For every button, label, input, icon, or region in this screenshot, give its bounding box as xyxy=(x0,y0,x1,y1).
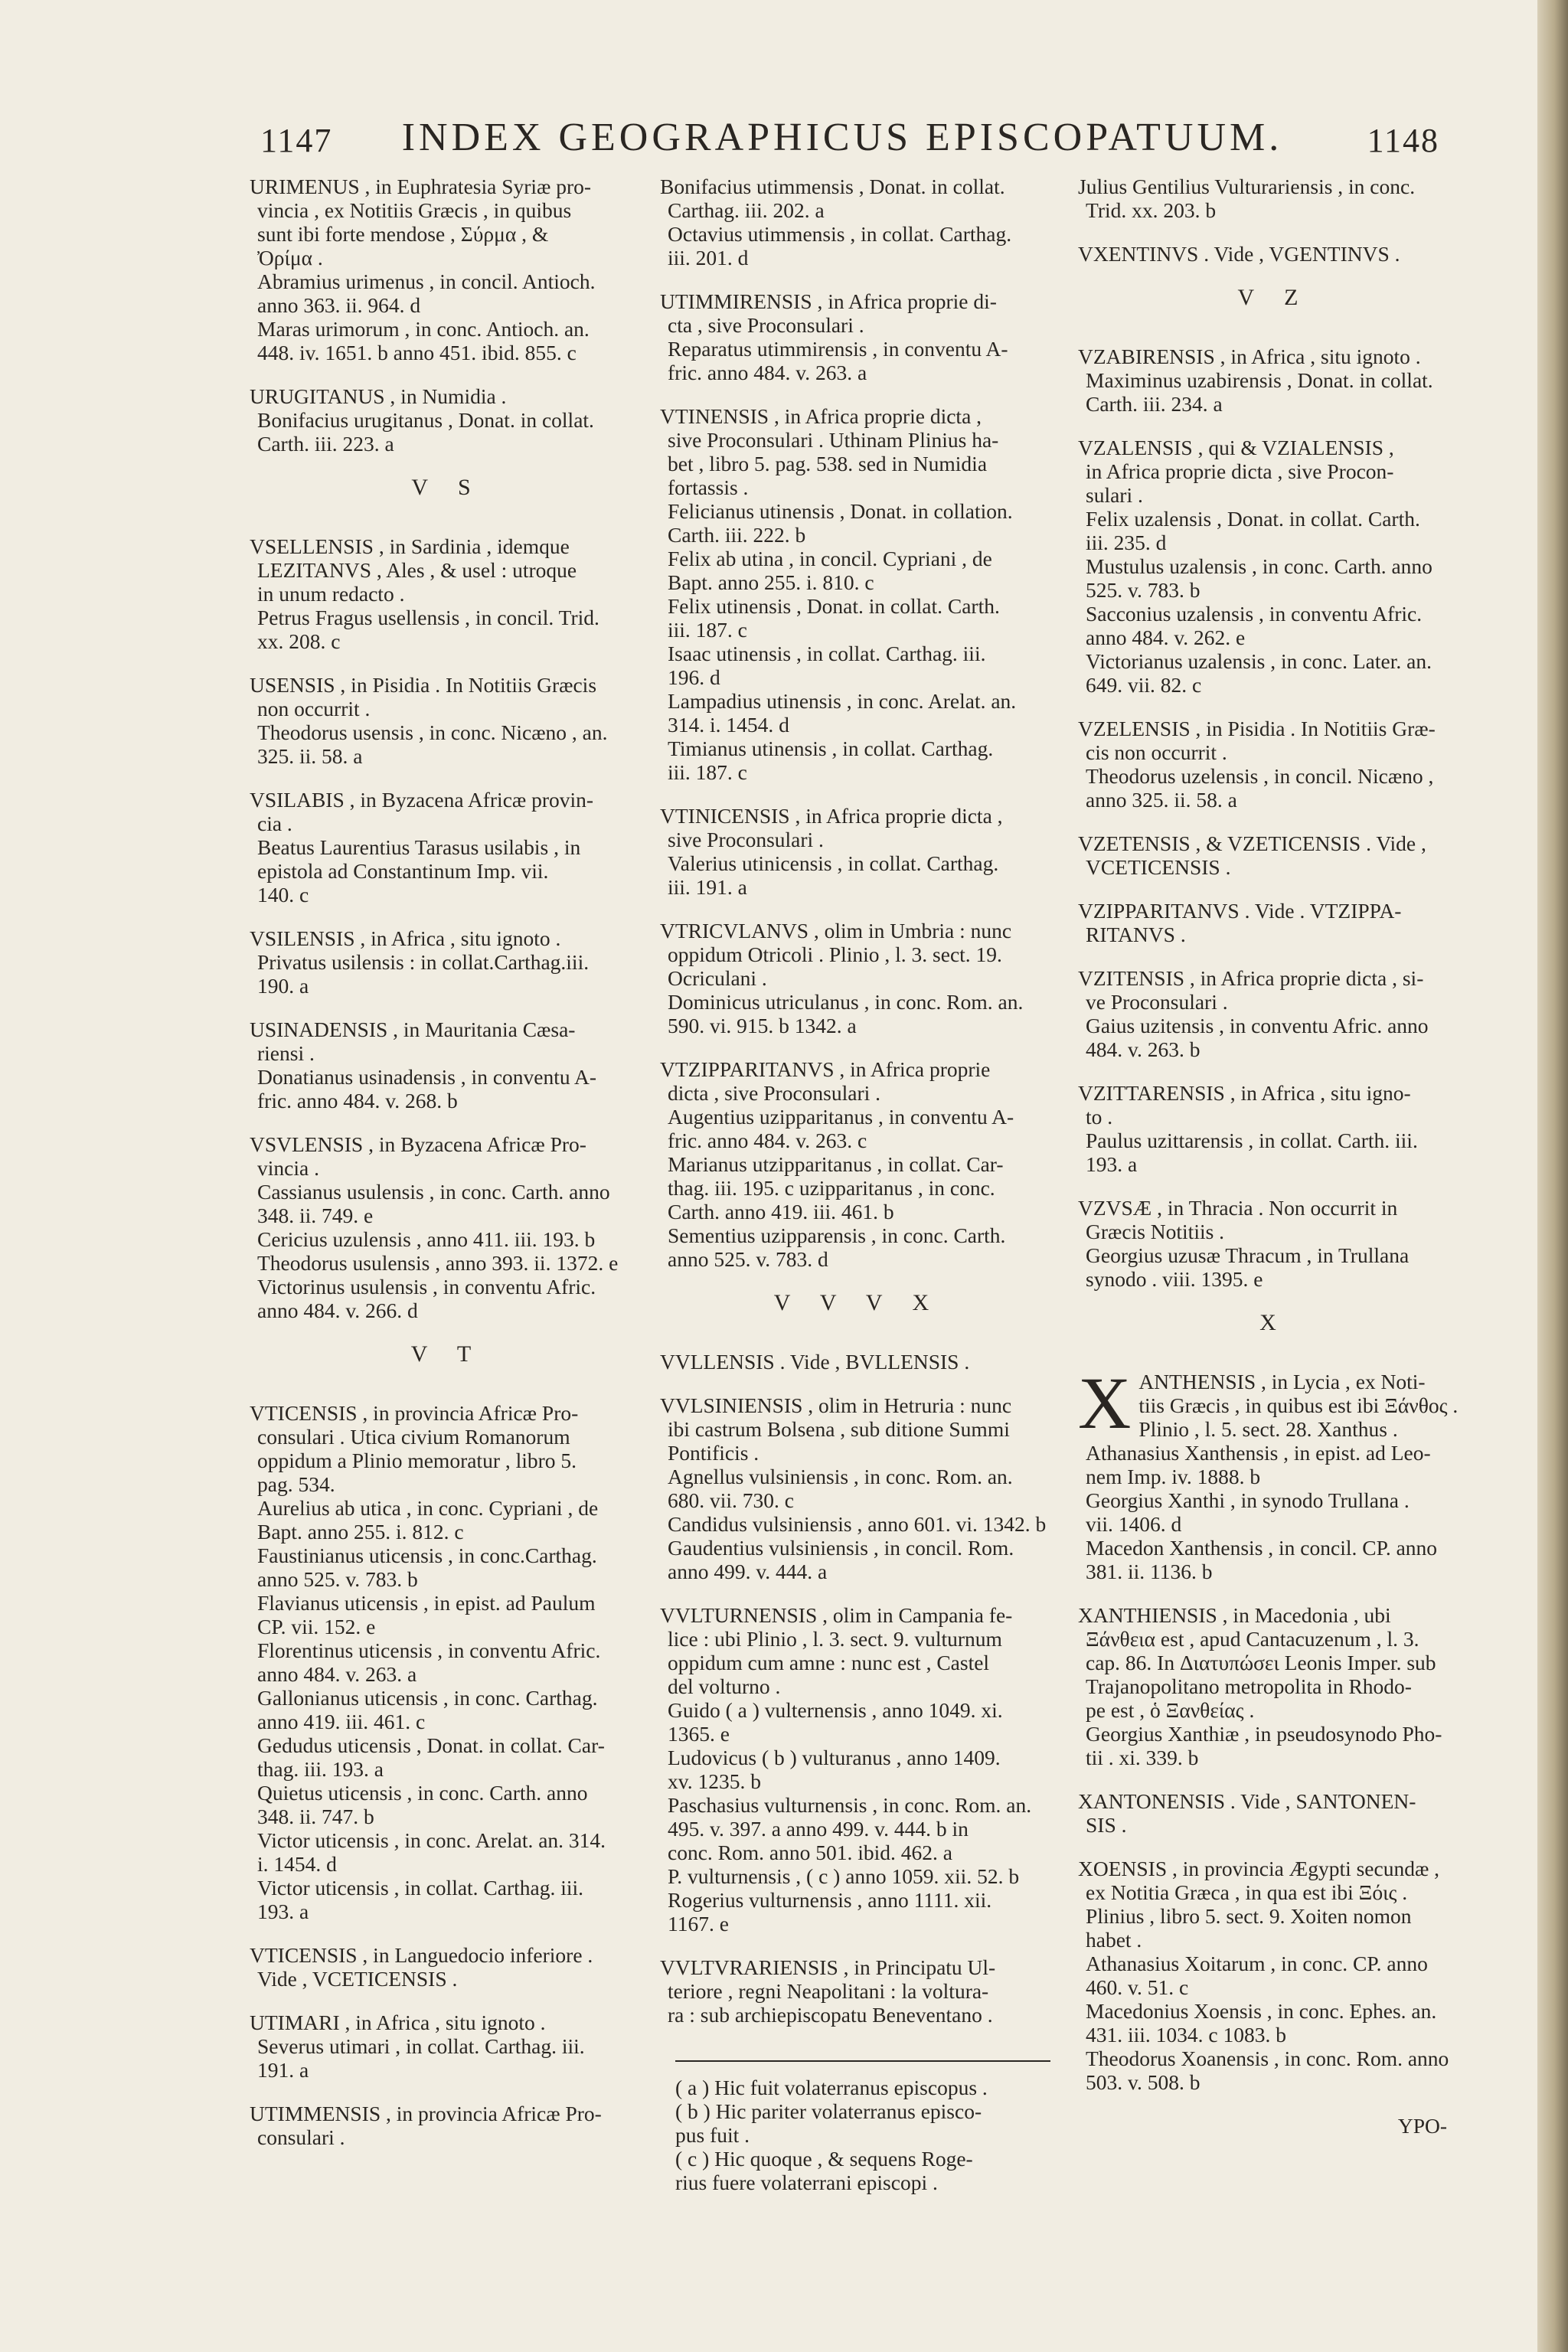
entry-line: VVLSINIENSIS , olim in Hetruria : nunc xyxy=(660,1393,1012,1417)
entry-line: anno 525. v. 783. d xyxy=(668,1247,828,1271)
footnote-rule xyxy=(675,2060,1050,2062)
entry-line: i. 1454. d xyxy=(257,1852,337,1876)
index-entry xyxy=(660,1603,1055,1936)
entry-line: ANTHENSIS , in Lycia , ex Noti- xyxy=(1138,1370,1426,1393)
index-entry xyxy=(660,1955,1055,2027)
entry-line: conc. Rom. anno 501. ibid. 462. a xyxy=(668,1841,952,1864)
entry-line: 503. v. 508. b xyxy=(1086,2070,1200,2094)
entry-line: Rogerius vulturnensis , anno 1111. xii. xyxy=(668,1888,992,1912)
entry-line: UTIMMENSIS , in provincia Africæ Pro- xyxy=(250,2102,602,2125)
entry-line: 314. i. 1454. d xyxy=(668,713,789,737)
footnote-line: pus fuit . xyxy=(675,2123,750,2147)
entry-line: Quietus uticensis , in conc. Carth. anno xyxy=(257,1781,588,1805)
entry-line: VCETICENSIS . xyxy=(1086,855,1231,879)
entry-line: Macedonius Xoensis , in conc. Ephes. an. xyxy=(1086,1999,1437,2023)
entry-line: Trajanopolitano metropolita in Rhodo- xyxy=(1086,1674,1412,1698)
entry-line: Felix utinensis , Donat. in collat. Carth. xyxy=(668,594,1000,618)
entry-line: Plinio , l. 5. sect. 28. Xanthus . xyxy=(1138,1417,1398,1441)
entry-line: oppidum a Plinio memoratur , libro 5. xyxy=(257,1449,577,1472)
entry-line: Bapt. anno 255. i. 812. c xyxy=(257,1520,464,1544)
entry-line: Maximinus uzabirensis , Donat. in collat. xyxy=(1086,368,1433,392)
entry-line: ex Notitia Græca , in qua est ibi Ξόις . xyxy=(1086,1880,1408,1904)
entry-line: 460. v. 51. c xyxy=(1086,1975,1189,1999)
entry-line: Carth. iii. 234. a xyxy=(1086,392,1223,416)
entry-line: nem Imp. iv. 1888. b xyxy=(1086,1465,1261,1488)
entry-line: in Africa proprie dicta , sive Procon- xyxy=(1086,459,1394,483)
entry-line: riensi . xyxy=(257,1041,315,1065)
index-entry xyxy=(1078,899,1470,946)
entry-line: Gedudus uticensis , Donat. in collat. Car- xyxy=(257,1733,605,1757)
page-number-right: 1148 xyxy=(1367,122,1439,159)
text-column-right xyxy=(1078,175,1470,2138)
entry-line: fortassis . xyxy=(668,475,749,499)
entry-line: Plinius , libro 5. sect. 9. Xoiten nomon xyxy=(1086,1904,1412,1928)
entry-line: Pontificis . xyxy=(668,1441,760,1465)
entry-line: 1365. e xyxy=(668,1722,730,1746)
entry-line: pe est , ὁ Ξανθείας . xyxy=(1086,1698,1255,1722)
entry-line: CP. vii. 152. e xyxy=(257,1615,376,1638)
entry-line: 193. a xyxy=(1086,1152,1138,1176)
entry-line: 484. v. 263. b xyxy=(1086,1037,1200,1061)
entry-line: iii. 201. d xyxy=(668,246,749,270)
entry-line: sulari . xyxy=(1086,483,1143,507)
footnotes xyxy=(660,2076,1055,2194)
entry-line: sunt ibi forte mendose , Σύρμα , & xyxy=(257,222,549,246)
entry-line: Donatianus usinadensis , in conventu A- xyxy=(257,1065,596,1089)
entry-line: anno 325. ii. 58. a xyxy=(1086,788,1237,812)
entry-line: Aurelius ab utica , in conc. Cypriani , de xyxy=(257,1496,599,1520)
entry-line: Valerius utinicensis , in collat. Carthag. xyxy=(668,851,999,875)
entry-line: Flavianus uticensis , in epist. ad Paulum xyxy=(257,1591,596,1615)
entry-line: synodo . viii. 1395. e xyxy=(1086,1267,1263,1291)
entry-line: Felicianus utinensis , Donat. in collation. xyxy=(668,499,1013,523)
entry-line: Victorinus usulensis , in conventu Afric. xyxy=(257,1275,596,1298)
entry-line: Carth. iii. 222. b xyxy=(668,523,806,547)
entry-line: cia . xyxy=(257,812,292,835)
entry-line: Maras urimorum , in conc. Antioch. an. xyxy=(257,317,590,341)
entry-line: bet , libro 5. pag. 538. sed in Numidia xyxy=(668,452,988,475)
entry-line: VZITTARENSIS , in Africa , situ igno- xyxy=(1078,1081,1411,1105)
entry-line: LEZITANVS , Ales , & usel : utroque xyxy=(257,558,577,582)
entry-line: Athanasius Xanthensis , in epist. ad Leo- xyxy=(1086,1441,1431,1465)
entry-line: Ocriculani . xyxy=(668,966,767,990)
entry-line: tii . xi. 339. b xyxy=(1086,1746,1199,1769)
entry-line: anno 525. v. 783. b xyxy=(257,1567,418,1591)
entry-line: Vide , VCETICENSIS . xyxy=(257,1967,458,1991)
entry-line: teriore , regni Neapolitani : la voltura- xyxy=(668,1979,989,2003)
entry-line: Carthag. iii. 202. a xyxy=(668,198,825,222)
index-entry xyxy=(660,804,1055,899)
index-entry xyxy=(250,1018,645,1112)
entry-line: Sementius uzipparensis , in conc. Carth. xyxy=(668,1223,1006,1247)
entry-line: fric. anno 484. v. 263. c xyxy=(668,1129,867,1152)
entry-line: anno 484. v. 262. e xyxy=(1086,626,1246,649)
entry-line: Georgius Xanthiæ , in pseudosynodo Pho- xyxy=(1086,1722,1442,1746)
entry-line: 448. iv. 1651. b anno 451. ibid. 855. c xyxy=(257,341,577,364)
entry-line: pag. 534. xyxy=(257,1472,335,1496)
entry-line: cis non occurrit . xyxy=(1086,740,1227,764)
entry-line: VSELLENSIS , in Sardinia , idemque xyxy=(250,534,570,558)
entry-line: Beatus Laurentius Tarasus usilabis , in xyxy=(257,835,581,859)
entry-line: consulari . xyxy=(257,2125,345,2149)
entry-line: thag. iii. 195. c uzipparitanus , in conc. xyxy=(668,1176,995,1200)
entry-line: Timianus utinensis , in collat. Carthag. xyxy=(668,737,994,760)
entry-line: Octavius utimmensis , in collat. Carthag. xyxy=(668,222,1012,246)
entry-line: Gaius uzitensis , in conventu Afric. anno xyxy=(1086,1014,1429,1037)
entry-line: Theodorus Xoanensis , in conc. Rom. anno xyxy=(1086,2047,1449,2070)
entry-line: VTICENSIS , in Languedocio inferiore . xyxy=(250,1943,593,1967)
entry-line: VTRICVLANVS , olim in Umbria : nunc xyxy=(660,919,1012,942)
entry-line: Sacconius uzalensis , in conventu Afric. xyxy=(1086,602,1423,626)
entry-line: vincia . xyxy=(257,1156,319,1180)
entry-line: cap. 86. In Διατυπώσει Leonis Imper. sub xyxy=(1086,1651,1436,1674)
index-entry xyxy=(250,534,645,653)
index-entry xyxy=(250,1401,645,1923)
entry-line: VZIPPARITANVS . Vide . VTZIPPA- xyxy=(1078,899,1402,923)
index-entry xyxy=(660,175,1055,270)
index-entry xyxy=(250,175,645,364)
entry-line: fric. anno 484. v. 263. a xyxy=(668,361,867,384)
text-column-left xyxy=(250,175,645,2169)
entry-line: VZELENSIS , in Pisidia . In Notitiis Græ- xyxy=(1078,717,1436,740)
entry-line: ve Proconsulari . xyxy=(1086,990,1228,1014)
entry-line: anno 484. v. 263. a xyxy=(257,1662,417,1686)
entry-line: 381. ii. 1136. b xyxy=(1086,1560,1213,1583)
entry-line: P. vulturnensis , ( c ) anno 1059. xii. 52. b xyxy=(668,1864,1020,1888)
entry-line: Reparatus utimmirensis , in conventu A- xyxy=(668,337,1008,361)
entry-line: anno 484. v. 266. d xyxy=(257,1298,418,1322)
index-entry xyxy=(1078,831,1470,879)
entry-line: Macedon Xanthensis , in concil. CP. anno xyxy=(1086,1536,1438,1560)
entry-line: Ξάνθεια est , apud Cantacuzenum , l. 3. xyxy=(1086,1627,1419,1651)
entry-line: non occurrit . xyxy=(257,697,371,720)
entry-line: VZALENSIS , qui & VZIALENSIS , xyxy=(1078,436,1394,459)
entry-line: USINADENSIS , in Mauritania Cæsa- xyxy=(250,1018,576,1041)
entry-line: Ludovicus ( b ) vulturanus , anno 1409. xyxy=(668,1746,1001,1769)
entry-line: Gallonianus uticensis , in conc. Carthag. xyxy=(257,1686,598,1710)
entry-line: Faustinianus uticensis , in conc.Carthag. xyxy=(257,1544,597,1567)
entry-line: 348. ii. 749. e xyxy=(257,1204,374,1227)
entry-line: 525. v. 783. b xyxy=(1086,578,1200,602)
index-entry xyxy=(250,2011,645,2082)
entry-line: Theodorus usensis , in conc. Nicæno , an. xyxy=(257,720,608,744)
index-entry xyxy=(250,926,645,998)
index-entry xyxy=(1078,966,1470,1061)
entry-line: Theodorus usulensis , anno 393. ii. 1372. e xyxy=(257,1251,619,1275)
index-entry xyxy=(660,1350,1055,1374)
entry-line: Julius Gentilius Vulturariensis , in conc. xyxy=(1078,175,1416,198)
entry-line: USENSIS , in Pisidia . In Notitiis Græcis xyxy=(250,673,597,697)
catchword: YPO- xyxy=(1397,2114,1447,2138)
entry-line: Paulus uzittarensis , in collat. Carth. iii. xyxy=(1086,1129,1418,1152)
entry-line: Paschasius vulturnensis , in conc. Rom. an. xyxy=(668,1793,1032,1817)
entry-line: Athanasius Xoitarum , in conc. CP. anno xyxy=(1086,1952,1428,1975)
entry-line: Isaac utinensis , in collat. Carthag. iii. xyxy=(668,642,986,665)
entry-line: Felix uzalensis , Donat. in collat. Carth. xyxy=(1086,507,1420,531)
index-entry xyxy=(1078,242,1470,266)
index-entry xyxy=(1078,436,1470,697)
entry-line: ra : sub archiepiscopatu Beneventano . xyxy=(668,2003,993,2027)
entry-line: VZETENSIS , & VZETICENSIS . Vide , xyxy=(1078,831,1426,855)
entry-line: iii. 187. c xyxy=(668,618,747,642)
entry-line: Abramius urimenus , in concil. Antioch. xyxy=(257,270,596,293)
entry-line: SIS . xyxy=(1086,1813,1127,1837)
index-entry xyxy=(1078,1603,1470,1769)
book-binding-edge xyxy=(1537,0,1568,2352)
entry-line: VSVLENSIS , in Byzacena Africæ Pro- xyxy=(250,1132,586,1156)
entry-line: Georgius Xanthi , in synodo Trullana . xyxy=(1086,1488,1410,1512)
index-entry xyxy=(250,788,645,906)
footnote-line: ( c ) Hic quoque , & sequens Roge- xyxy=(675,2147,973,2171)
drop-initial: X xyxy=(1078,1362,1132,1444)
entry-line: anno 363. ii. 964. d xyxy=(257,293,421,317)
entry-line: iii. 235. d xyxy=(1086,531,1167,554)
entry-line: oppidum cum amne : nunc est , Castel xyxy=(668,1651,990,1674)
entry-line: Mustulus uzalensis , in conc. Carth. anno xyxy=(1086,554,1432,578)
entry-line: VXENTINVS . Vide , VGENTINVS . xyxy=(1078,242,1400,266)
entry-line: xx. 208. c xyxy=(257,629,341,653)
index-entry xyxy=(660,1393,1055,1583)
entry-line: Carth. anno 419. iii. 461. b xyxy=(668,1200,894,1223)
entry-line: Cassianus usulensis , in conc. Carth. anno xyxy=(257,1180,610,1204)
index-entry xyxy=(250,1132,645,1322)
entry-line: ibi castrum Bolsena , sub ditione Summi xyxy=(668,1417,1010,1441)
section-letter-heading: V T xyxy=(410,1341,484,1367)
entry-line: 325. ii. 58. a xyxy=(257,744,363,768)
entry-line: VZITENSIS , in Africa proprie dicta , si- xyxy=(1078,966,1424,990)
entry-line: xv. 1235. b xyxy=(668,1769,761,1793)
section-letter-heading: X xyxy=(1259,1310,1289,1335)
index-entry xyxy=(250,384,645,456)
index-entry xyxy=(250,673,645,768)
entry-line: Carth. iii. 223. a xyxy=(257,432,394,456)
entry-line: to . xyxy=(1086,1105,1113,1129)
entry-line: Privatus usilensis : in collat.Carthag.iii. xyxy=(257,950,590,974)
entry-line: Agnellus vulsiniensis , in conc. Rom. an. xyxy=(668,1465,1013,1488)
entry-line: Bonifacius utimmensis , Donat. in collat. xyxy=(660,175,1005,198)
entry-line: Græcis Notitiis . xyxy=(1086,1220,1225,1243)
entry-line: vincia , ex Notitiis Græcis , in quibus xyxy=(257,198,572,222)
entry-line: 193. a xyxy=(257,1900,309,1923)
entry-line: 680. vii. 730. c xyxy=(668,1488,794,1512)
entry-line: Gaudentius vulsiniensis , in concil. Rom. xyxy=(668,1536,1014,1560)
entry-line: habet . xyxy=(1086,1928,1142,1952)
entry-line: Victor uticensis , in conc. Arelat. an. 314. xyxy=(257,1828,606,1852)
entry-line: Marianus utzipparitanus , in collat. Car- xyxy=(668,1152,1004,1176)
section-letter-heading: V S xyxy=(411,475,483,500)
entry-line: sive Proconsulari . Uthinam Plinius ha- xyxy=(668,428,999,452)
entry-line: sive Proconsulari . xyxy=(668,828,824,851)
entry-line: VTINICENSIS , in Africa proprie dicta , xyxy=(660,804,1003,828)
index-entry xyxy=(660,289,1055,384)
index-entry xyxy=(250,2102,645,2149)
entry-line: UTIMARI , in Africa , situ ignoto . xyxy=(250,2011,546,2034)
entry-line: VTZIPPARITANVS , in Africa proprie xyxy=(660,1057,991,1081)
entry-line: RITANVS . xyxy=(1086,923,1186,946)
index-entry xyxy=(660,404,1055,784)
entry-line: Victor uticensis , in collat. Carthag. iii. xyxy=(257,1876,584,1900)
entry-line: 495. v. 397. a anno 499. v. 444. b in xyxy=(668,1817,969,1841)
page-title: INDEX GEOGRAPHICUS EPISCOPATUUM. xyxy=(401,116,1283,159)
index-entry xyxy=(1078,175,1470,222)
index-entry xyxy=(1078,717,1470,812)
footnote-line: ( a ) Hic fuit volaterranus episcopus . xyxy=(675,2076,988,2099)
entry-line: XOENSIS , in provincia Ægypti secundæ , xyxy=(1078,1857,1440,1880)
running-header xyxy=(230,115,1455,176)
entry-line: Victorianus uzalensis , in conc. Later. an. xyxy=(1086,649,1432,673)
index-entry xyxy=(660,919,1055,1037)
entry-line: thag. iii. 193. a xyxy=(257,1757,384,1781)
entry-line: dicta , sive Proconsulari . xyxy=(668,1081,880,1105)
index-entry xyxy=(250,1943,645,1991)
index-entry xyxy=(1078,1362,1470,1583)
entry-line: VVLTVRARIENSIS , in Principatu Ul- xyxy=(660,1955,996,1979)
entry-line: VZABIRENSIS , in Africa , situ ignoto . xyxy=(1078,345,1421,368)
footnote-line: rius fuere volaterrani episcopi . xyxy=(675,2171,938,2194)
entry-line: vii. 1406. d xyxy=(1086,1512,1182,1536)
entry-line: epistola ad Constantinum Imp. vii. xyxy=(257,859,549,883)
entry-line: 191. a xyxy=(257,2058,309,2082)
entry-line: Lampadius utinensis , in conc. Arelat. an. xyxy=(668,689,1017,713)
entry-line: XANTONENSIS . Vide , SANTONEN- xyxy=(1078,1789,1416,1813)
entry-line: anno 499. v. 444. a xyxy=(668,1560,828,1583)
entry-line: VTINENSIS , in Africa proprie dicta , xyxy=(660,404,982,428)
entry-line: iii. 191. a xyxy=(668,875,747,899)
entry-line: oppidum Otricoli . Plinio , l. 3. sect. 19. xyxy=(668,942,1002,966)
entry-line: tiis Græcis , in quibus est ibi Ξάνθος . xyxy=(1138,1393,1459,1417)
entry-line: 196. d xyxy=(668,665,720,689)
entry-line: VSILENSIS , in Africa , situ ignoto . xyxy=(250,926,561,950)
entry-line: URUGITANUS , in Numidia . xyxy=(250,384,507,408)
index-entry xyxy=(1078,345,1470,416)
page-number-left: 1147 xyxy=(260,122,333,159)
entry-line: VZVSÆ , in Thracia . Non occurrit in xyxy=(1078,1196,1398,1220)
entry-line: Candidus vulsiniensis , anno 601. vi. 1342. b xyxy=(668,1512,1047,1536)
entry-line: lice : ubi Plinio , l. 3. sect. 9. vulturnum xyxy=(668,1627,1002,1651)
entry-line: 590. vi. 915. b 1342. a xyxy=(668,1014,857,1037)
entry-line: VTICENSIS , in provincia Africæ Pro- xyxy=(250,1401,579,1425)
entry-line: 140. c xyxy=(257,883,309,906)
entry-line: cta , sive Proconsulari . xyxy=(668,313,864,337)
section-letter-heading: V Z xyxy=(1237,285,1311,310)
entry-line: fric. anno 484. v. 268. b xyxy=(257,1089,458,1112)
entry-line: Georgius uzusæ Thracum , in Trullana xyxy=(1086,1243,1410,1267)
entry-line: VVLTURNENSIS , olim in Campania fe- xyxy=(660,1603,1013,1627)
entry-line: Felix ab utina , in concil. Cypriani , de xyxy=(668,547,992,570)
entry-line: Theodorus uzelensis , in concil. Nicæno , xyxy=(1086,764,1434,788)
index-entry xyxy=(1078,1789,1470,1837)
entry-line: 431. iii. 1034. c 1083. b xyxy=(1086,2023,1287,2047)
entry-line: Trid. xx. 203. b xyxy=(1086,198,1217,222)
entry-line: 190. a xyxy=(257,974,309,998)
entry-line: 348. ii. 747. b xyxy=(257,1805,374,1828)
entry-line: Cericius uzulensis , anno 411. iii. 193. b xyxy=(257,1227,596,1251)
index-entry xyxy=(1078,1081,1470,1176)
entry-line: 649. vii. 82. c xyxy=(1086,673,1202,697)
text-column-middle xyxy=(660,175,1055,2214)
entry-line: Bapt. anno 255. i. 810. c xyxy=(668,570,874,594)
entry-line: VVLLENSIS . Vide , BVLLENSIS . xyxy=(660,1350,970,1374)
entry-line: Guido ( a ) vulternensis , anno 1049. xi. xyxy=(668,1698,1003,1722)
entry-line: Dominicus utriculanus , in conc. Rom. an. xyxy=(668,990,1024,1014)
entry-line: Ὀρίμα . xyxy=(257,246,323,270)
index-entry xyxy=(1078,1857,1470,2094)
entry-line: Severus utimari , in collat. Carthag. iii. xyxy=(257,2034,585,2058)
entry-line: iii. 187. c xyxy=(668,760,747,784)
index-entry xyxy=(1078,1196,1470,1291)
entry-line: in unum redacto . xyxy=(257,582,405,606)
entry-line: XANTHIENSIS , in Macedonia , ubi xyxy=(1078,1603,1391,1627)
entry-line: URIMENUS , in Euphratesia Syriæ pro- xyxy=(250,175,592,198)
footnote-line: ( b ) Hic pariter volaterranus episco- xyxy=(675,2099,982,2123)
entry-line: 1167. e xyxy=(668,1912,729,1936)
entry-line: consulari . Utica civium Romanorum xyxy=(257,1425,570,1449)
entry-line: del volturno . xyxy=(668,1674,781,1698)
entry-line: anno 419. iii. 461. c xyxy=(257,1710,426,1733)
entry-line: Florentinus uticensis , in conventu Afric. xyxy=(257,1638,601,1662)
section-letter-heading: V V V X xyxy=(773,1290,942,1315)
entry-line: Bonifacius urugitanus , Donat. in collat. xyxy=(257,408,594,432)
index-entry xyxy=(660,1057,1055,1271)
entry-line: Augentius uzipparitanus , in conventu A- xyxy=(668,1105,1014,1129)
entry-line: Petrus Fragus usellensis , in concil. Trid. xyxy=(257,606,599,629)
entry-line: VSILABIS , in Byzacena Africæ provin- xyxy=(250,788,594,812)
entry-line: UTIMMIRENSIS , in Africa proprie di- xyxy=(660,289,997,313)
